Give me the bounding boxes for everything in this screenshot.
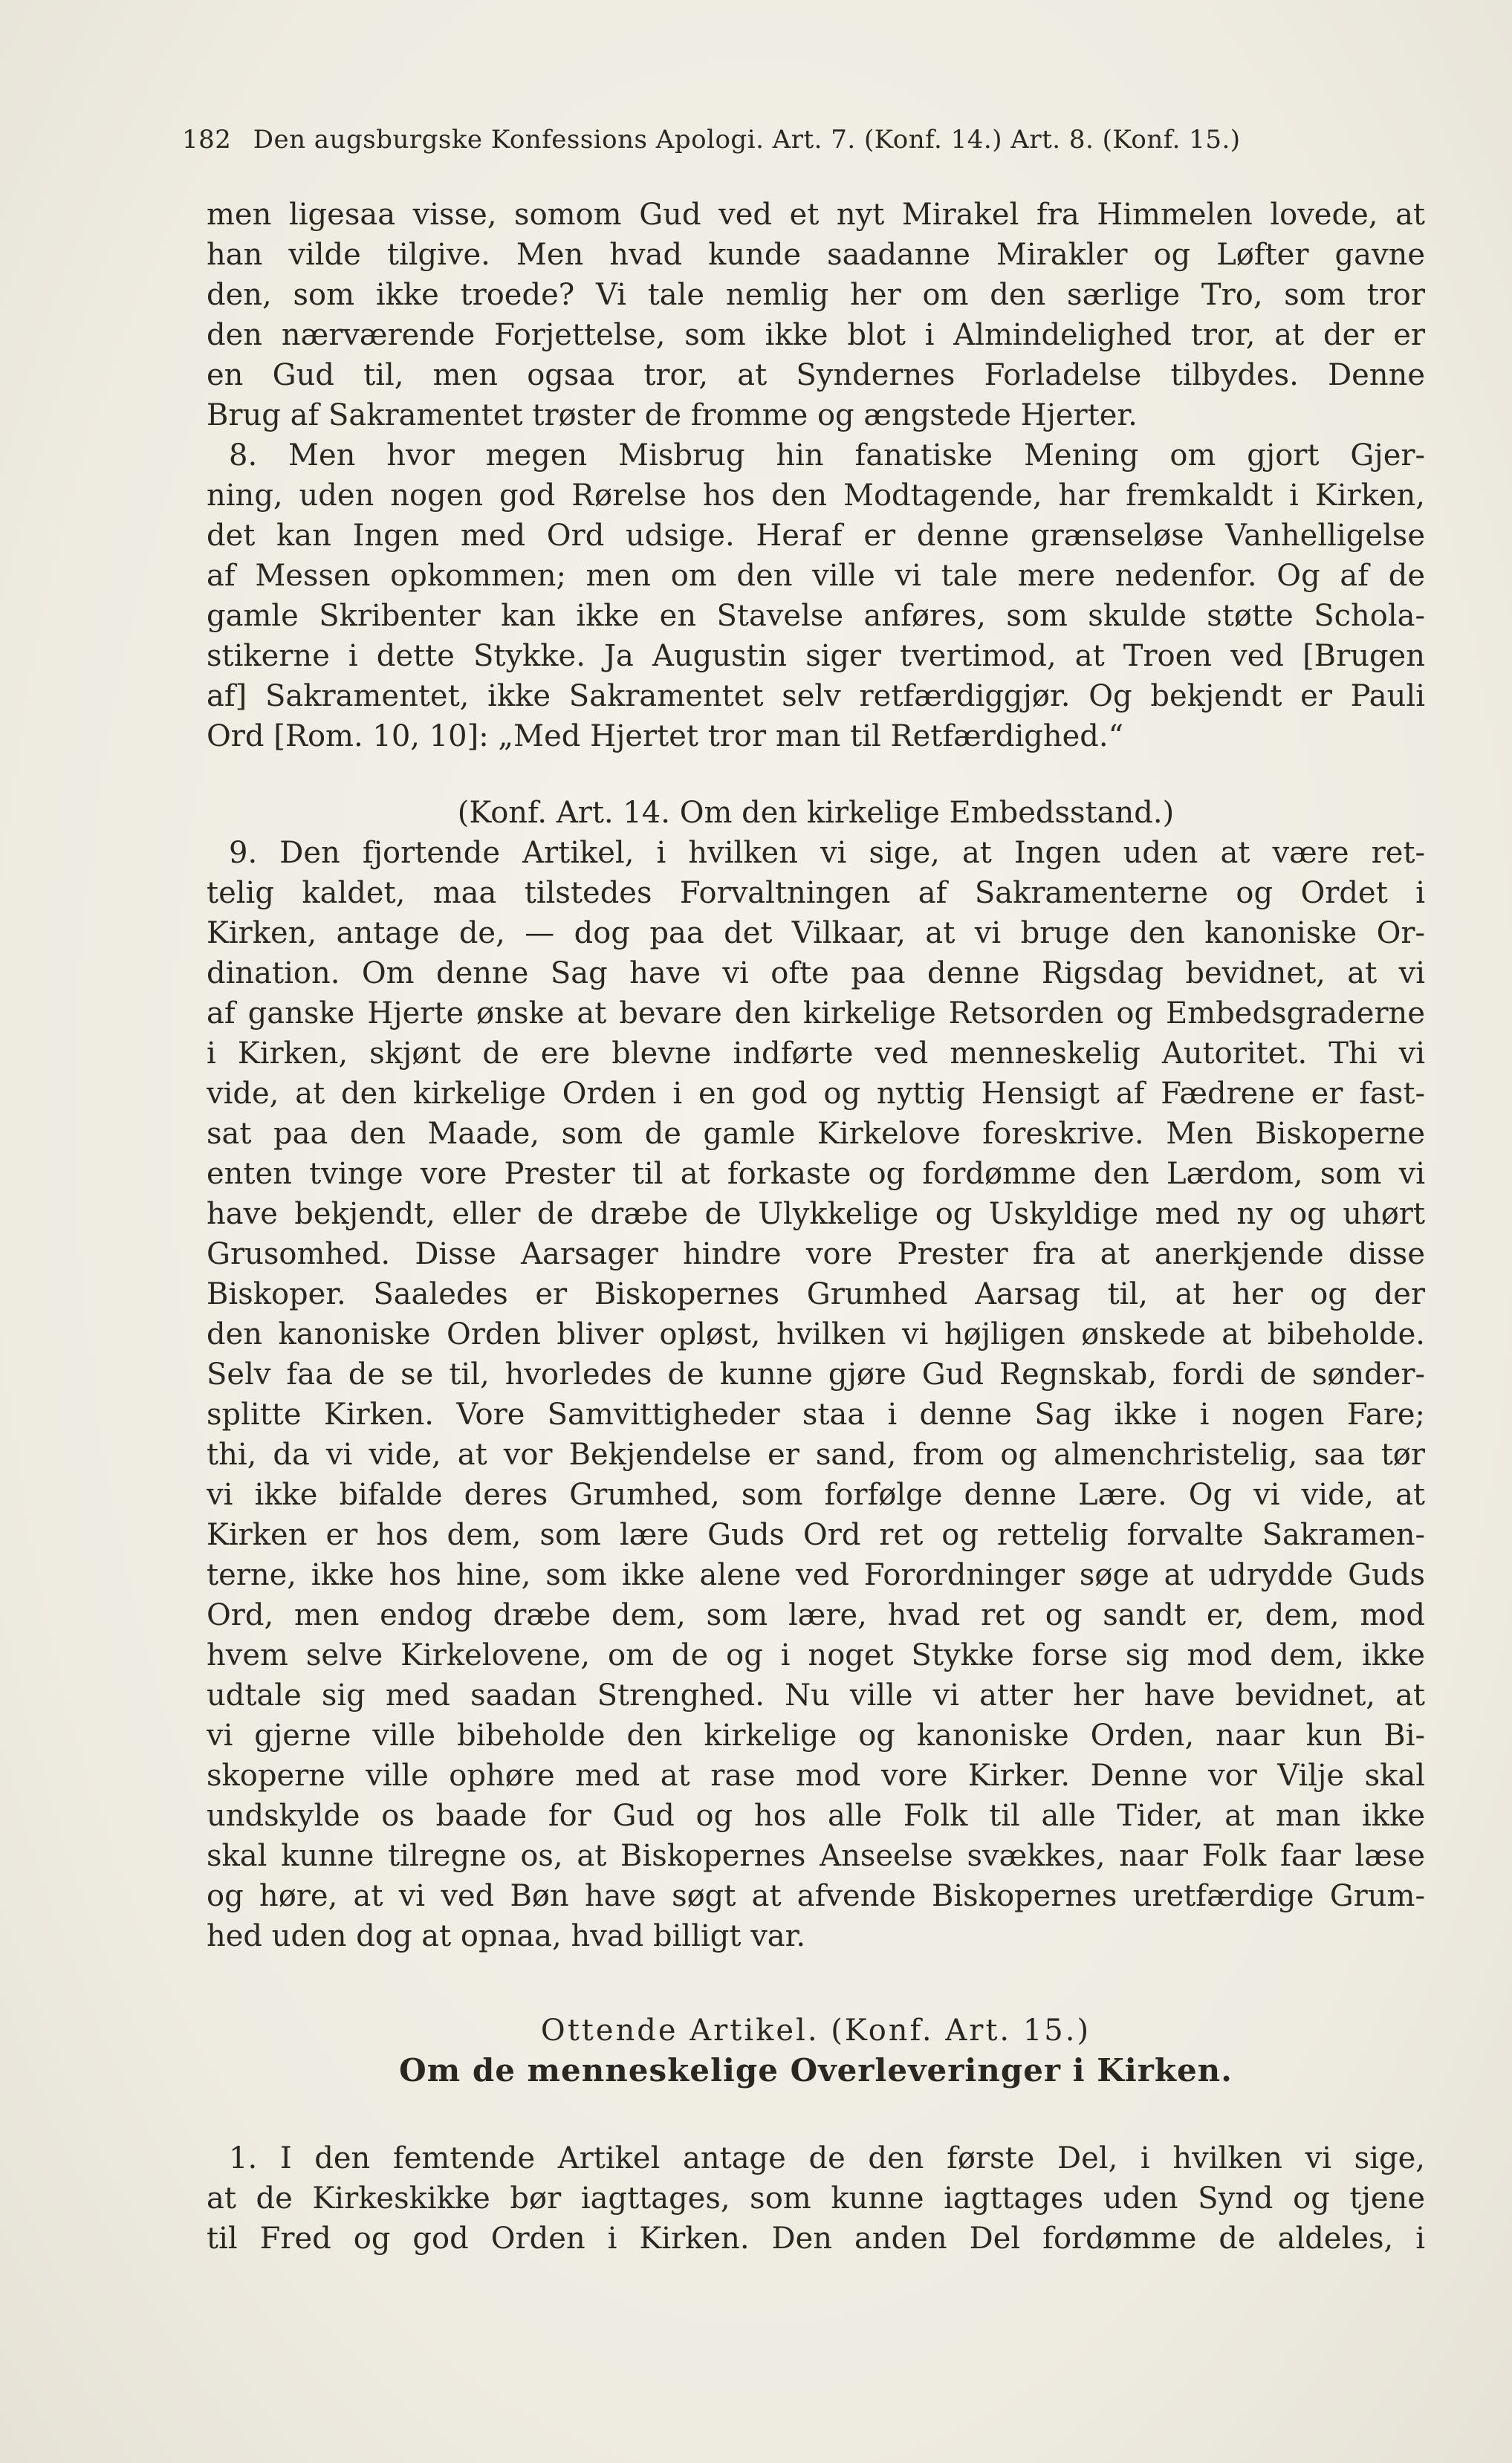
- running-title: Den augsburgske Konfessions Apologi. Art. 7. (Konf. 14.) Art. 8. (Konf. 15.): [253, 125, 1241, 155]
- text-line: splitte Kirken. Vore Samvittigheder staa i denne Sag ikke i nogen Fare;: [207, 1398, 1425, 1432]
- text-line: Biskoper. Saaledes er Biskopernes Grumhed Aarsag til, at her og der: [207, 1277, 1425, 1311]
- running-header: [182, 125, 1423, 155]
- text-line: men ligesaa visse, somom Gud ved et nyt Mirakel fra Himmelen lovede, at: [207, 198, 1425, 232]
- text-line: hed uden dog at opnaa, hvad billigt var.: [207, 1919, 806, 1953]
- text-line: Ord, men endog dræbe dem, som lære, hvad ret og sandt er, dem, mod: [207, 1598, 1425, 1632]
- text-line: Ord [Rom. 10, 10]: „Med Hjertet tror man til Retfærdighed.“: [207, 719, 1124, 753]
- text-line: gamle Skribenter kan ikke en Stavelse anføres, som skulde støtte Schola-: [207, 599, 1425, 633]
- text-block-article-8: [207, 2138, 1425, 2259]
- text-line: enten tvinge vore Prester til at forkaste og fordømme den Lærdom, som vi: [207, 1157, 1425, 1191]
- text-line: thi, da vi vide, at vor Bekjendelse er sand, from og almenchristelig, saa tør: [207, 1438, 1425, 1472]
- text-line: Grusomhed. Disse Aarsager hindre vore Prester fra at anerkjende disse: [207, 1237, 1425, 1271]
- text-line: udtale sig med saadan Strenghed. Nu ville vi atter her have bevidnet, at: [207, 1678, 1425, 1713]
- text-line: dination. Om denne Sag have vi ofte paa denne Rigsdag bevidnet, at vi: [207, 956, 1425, 990]
- text-line: det kan Ingen med Ord udsige. Heraf er denne grænseløse Vanhelligelse: [207, 519, 1425, 553]
- text-line: Kirken, antage de, — dog paa det Vilkaar, at vi bruge den kanoniske Or-: [207, 916, 1425, 950]
- text-line: hvem selve Kirkelovene, om de og i noget Stykke forse sig mod dem, ikke: [207, 1638, 1425, 1672]
- text-line: ning, uden nogen god Rørelse hos den Modtagende, har fremkaldt i Kirken,: [207, 478, 1425, 513]
- section-subheading: Om de menneskelige Overleveringer i Kirken.: [399, 2052, 1233, 2089]
- text-line: en Gud til, men ogsaa tror, at Syndernes Forladelse tilbydes. Denne: [207, 358, 1425, 392]
- section-heading: Ottende Artikel. (Konf. Art. 15.): [540, 2013, 1091, 2048]
- text-line: af] Sakramentet, ikke Sakramentet selv retfærdiggjør. Og bekjendt er Pauli: [207, 679, 1425, 713]
- paragraph-9-start: 9. Den fjortende Artikel, i hvilken vi sige, at Ingen uden at være ret-: [229, 836, 1425, 870]
- text-line: til Fred og god Orden i Kirken. Den anden Del fordømme de aldeles, i: [207, 2222, 1425, 2256]
- text-line: telig kaldet, maa tilstedes Forvaltningen af Sakramenterne og Ordet i: [207, 876, 1425, 910]
- paragraph-8-start: 8. Men hvor megen Misbrug hin fanatiske Mening om gjort Gjer-: [229, 438, 1425, 473]
- text-line: vide, at den kirkelige Orden i en god og nyttig Hensigt af Fædrene er fast-: [207, 1077, 1425, 1111]
- text-line: Selv faa de se til, hvorledes de kunne gjøre Gud Regnskab, fordi de sønder-: [207, 1357, 1425, 1392]
- text-line: og høre, at vi ved Bøn have søgt at afvende Biskopernes uretfærdige Grum-: [207, 1879, 1425, 1913]
- article-8-heading-block: [207, 2011, 1425, 2091]
- text-line: undskylde os baade for Gud og hos alle Folk til alle Tider, at man ikke: [207, 1799, 1425, 1833]
- text-line: Kirken er hos dem, som lære Guds Ord ret og rettelig forvalte Sakramen-: [207, 1518, 1425, 1552]
- text-block-article-14: [207, 793, 1425, 1956]
- text-line: skal kunne tilregne os, at Biskopernes Anseelse svækkes, naar Folk faar læse: [207, 1839, 1425, 1873]
- text-line: skoperne ville ophøre med at rase mod vore Kirker. Denne vor Vilje skal: [207, 1759, 1425, 1793]
- text-line: stikerne i dette Stykke. Ja Augustin siger tvertimod, at Troen ved [Brugen: [207, 639, 1425, 673]
- text-line: sat paa den Maade, som de gamle Kirkelove foreskrive. Men Biskoperne: [207, 1117, 1425, 1151]
- text-line: den nærværende Forjettelse, som ikke blot i Almindelighed tror, at der er: [207, 318, 1425, 352]
- text-line: Brug af Sakramentet trøster de fromme og ængstede Hjerter.: [207, 398, 1138, 432]
- text-line: den, som ikke troede? Vi tale nemlig her om den særlige Tro, som tror: [207, 278, 1425, 312]
- paragraph-1-start: 1. I den femtende Artikel antage de den første Del, i hvilken vi sige,: [229, 2141, 1425, 2175]
- text-line: vi ikke bifalde deres Grumhed, som forfølge denne Lære. Og vi vide, at: [207, 1478, 1425, 1512]
- text-line: terne, ikke hos hine, som ikke alene ved Forordninger søge at udrydde Guds: [207, 1558, 1425, 1592]
- section-subtitle: (Konf. Art. 14. Om den kirkelige Embedsstand.): [457, 796, 1175, 830]
- text-line: i Kirken, skjønt de ere blevne indførte ved menneskelig Autoritet. Thi vi: [207, 1036, 1425, 1071]
- text-line: af ganske Hjerte ønske at bevare den kirkelige Retsorden og Embedsgraderne: [207, 996, 1425, 1031]
- text-line: den kanoniske Orden bliver opløst, hvilken vi højligen ønskede at bibeholde.: [207, 1317, 1425, 1351]
- text-line: have bekjendt, eller de dræbe de Ulykkelige og Uskyldige med ny og uhørt: [207, 1197, 1425, 1231]
- text-line: vi gjerne ville bibeholde den kirkelige og kanoniske Orden, naar kun Bi-: [207, 1719, 1425, 1753]
- text-block-article-7: [207, 195, 1425, 756]
- text-line: af Messen opkommen; men om den ville vi tale mere nedenfor. Og af de: [207, 559, 1425, 593]
- text-line: at de Kirkeskikke bør iagttages, som kunne iagttages uden Synd og tjene: [207, 2181, 1425, 2216]
- page-number: 182: [182, 125, 232, 155]
- text-line: han vilde tilgive. Men hvad kunde saadanne Mirakler og Løfter gavne: [207, 238, 1425, 272]
